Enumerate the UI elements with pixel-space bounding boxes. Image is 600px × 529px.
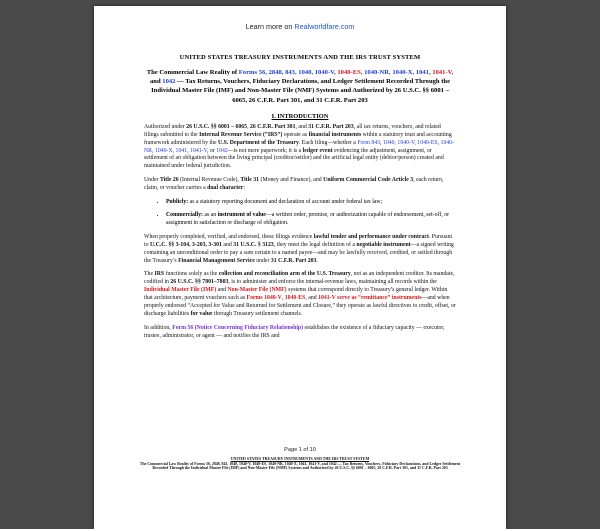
form-1041v-inline-link[interactable]: 1041-V serve as “remittance” instruments xyxy=(318,295,422,302)
section-heading-introduction: I. INTRODUCTION xyxy=(271,112,329,120)
character-list xyxy=(144,199,456,228)
imf-link[interactable]: Individual Master File (IMF) xyxy=(144,287,217,294)
intro-paragraph-3: When properly completed, verified, and endorsed, these filings evidence lawful tender and performance under contract. Pursuant to U.C.C. §§ 3-104, 3-203, 3-301 and 31 U.S.C. § 3123, they meet the legal definition of a negotiable instrument—a signed writing containing an unconditional order to pay a sum certain to a named payee—and may be lawfully received, credited, or settled through the Treasury’s Financial Management Service under 31 C.F.R. Part 203. xyxy=(144,233,454,264)
document-title: UNITED STATES TREASURY INSTRUMENTS AND THE IRS TRUST SYSTEM xyxy=(179,54,421,61)
intro-paragraph-1: Authorized under 26 U.S.C. §§ 6001 – 6065, 26 C.F.R. Part 301, and 31 C.F.R. Part 203, all tax returns, vouchers, and related filings submitted to the Internal Revenue Service (“IRS”) operate as financial instruments within a statutory trust and accounting framework administered by the U.S. Department of the Treasury. Each filing—whether a Form 843, 1040, 1040-V, 1040-ES, 1040-NR, 1040-X, 1041, 1041-V, or 1042—is not mere paperwork; it is a ledger event evidencing the adjustment, assignment, or settlement of an obligation between the living principal (creditor/settlor) and the artificial legal entity (debtor/person) created and maintained under federal jurisdiction. xyxy=(144,123,455,170)
footer-doc-subtitle: The Commercial Law Reality of Forms 56, 2848, 843, 1040, 1040-V, 1040-ES, 1040-NR, 1040-X, 1041, 1041-V, and 1042 — Tax Returns, Vouchers, Fiduciary Declarations, and Ledger Settlement Recorded Through the Individual Master File (IMF) and Non-Master File (NMF) Systems and Authorized by 26 U.S.C. §§ 6001 – 6065, 26 C.F.R. Part 301, and 31 C.F.R. Part 203 xyxy=(139,461,461,471)
page-content xyxy=(144,54,456,347)
list-item: • Publicly: as a statutory reporting document and declaration of account under federal tax law; xyxy=(166,199,456,207)
nmf-link[interactable]: Non-Master File (NMF) xyxy=(227,287,287,294)
page-number: Page 1 of 10 xyxy=(284,447,316,453)
document-page xyxy=(94,6,506,529)
form-1042-inline-link[interactable]: 1042 xyxy=(216,147,228,154)
form-1040es-link[interactable]: 1040-ES, xyxy=(337,69,363,76)
form-1040es-inline-link[interactable]: 1040-ES xyxy=(284,295,306,302)
document-subtitle xyxy=(144,68,456,105)
form-1041v-link[interactable]: 1041-V, xyxy=(432,69,454,76)
intro-paragraph-5: In addition, Form 56 (Notice Concerning Fiduciary Relationship) establishes the existence of a fiduciary capacity — executor, trustee, administrator, or agent — and notifies the IRS and xyxy=(144,324,445,339)
form-843-link[interactable]: Form 843 xyxy=(357,139,381,146)
subtitle-text: The Commercial Law Reality of xyxy=(146,69,239,76)
form-1042-link[interactable]: 1042 xyxy=(162,78,176,86)
realworldfare-link[interactable]: Realworldfare.com xyxy=(294,22,355,31)
form-1040v-link[interactable]: Forms 1040-V xyxy=(246,295,282,302)
form-1040x-link[interactable]: 1040-X, 1041, xyxy=(392,69,431,76)
footer-title xyxy=(134,457,466,471)
form-56-link[interactable]: Form 56 (Notice Concerning Fiduciary Relationship) xyxy=(172,324,304,331)
footer-doc-title: UNITED STATES TREASURY INSTRUMENTS AND THE IRS TRUST SYSTEM xyxy=(230,457,370,461)
intro-paragraph-2: Under Title 26 (Internal Revenue Code), Title 31 (Money and Finance), and Uniform Commercial Code Article 3, each return, claim, or voucher carries a dual character: xyxy=(144,177,444,192)
form-list-link[interactable]: 1040, 1040-V, 1040-ES, 1040-NR, 1040-X, 1041, 1041-V xyxy=(144,139,455,154)
intro-paragraph-4: The IRS functions solely as the collection and reconciliation arm of the U.S. Treasury, not as an independent creditor. Its mandate, codified in 26 U.S.C. §§ 7801–7803, is to administer and enforce the internal-revenue laws, maintaining all records within the Individual Master File (IMF) and Non-Master File (NMF) systems that correspond directly to Treasury’s general ledger. Within that architecture, payment vouchers such as Forms 1040-V, 1040-ES, and 1041-V serve as “remittance” instruments—and when properly endorsed “Accepted for Value and Returned for Settlement and Closure,” they operate as lawful directives to credit, offset, or discharge liabilities for value through Treasury settlement channels. xyxy=(144,271,456,317)
banner-text: Learn more on xyxy=(245,22,295,31)
top-banner xyxy=(94,22,506,31)
form-1040nr-link[interactable]: 1040-NR, xyxy=(364,69,391,76)
list-item: • Commercially: as an instrument of value—a written order, promise, or authorization capable of endorsement, set-off, or assignment in satisfaction or discharge of obligation. xyxy=(166,212,456,228)
subtitle-and: and xyxy=(149,78,163,86)
forms-link[interactable]: Forms 56, 2848, 843, 1040, 1040-V, xyxy=(238,69,336,76)
subtitle-text-b: — Tax Returns, Vouchers, Fiduciary Declarations, and Ledger Settlement Recorded Through the Individual Master File (IMF) and Non-Master File (NMF) Systems and Authorized by 26 U.S.C. §§ 6001 – 6065, 26 C.F.R. Part 301, and 31 C.F.R. Part 203 xyxy=(151,78,451,104)
